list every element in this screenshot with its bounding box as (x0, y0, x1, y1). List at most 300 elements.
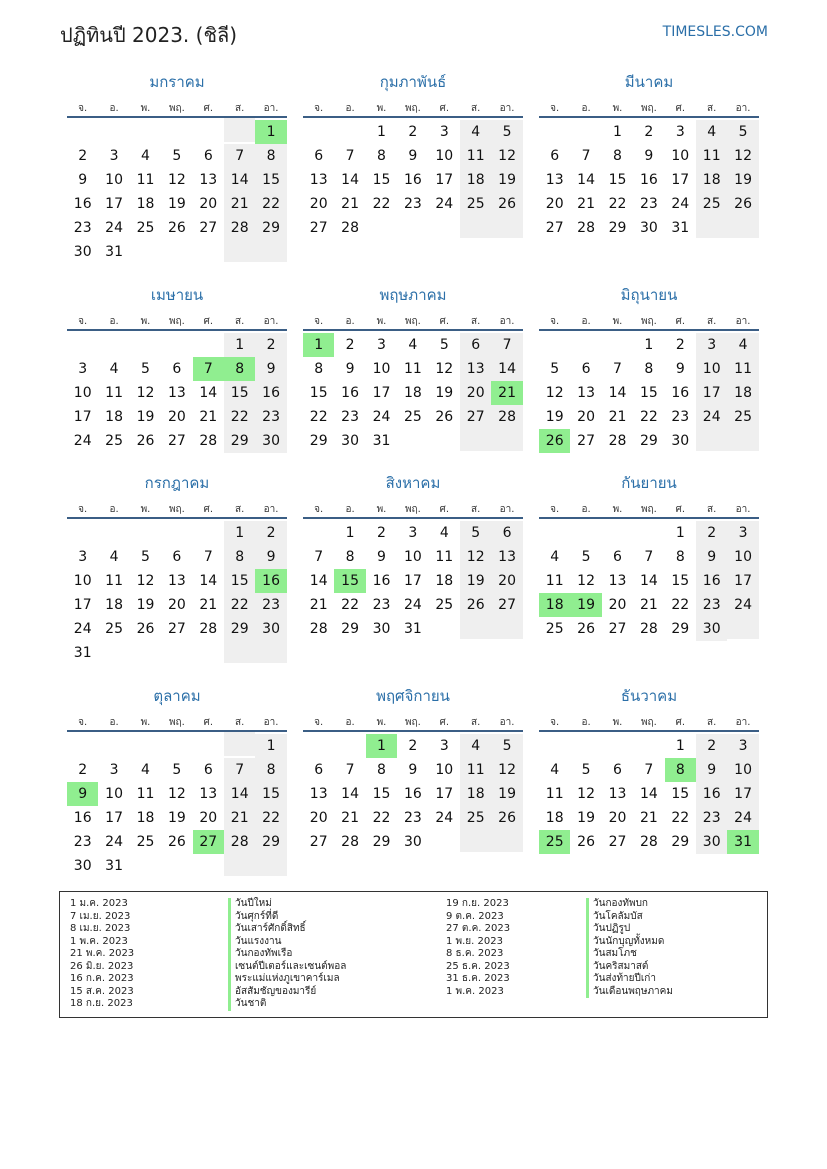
day-cell[interactable]: 1 (644, 337, 654, 353)
day-cell[interactable]: 2 (377, 525, 386, 541)
day-cell[interactable]: 5 (439, 337, 449, 353)
day-cell[interactable]: 30 (696, 617, 727, 641)
day-cell[interactable]: 25 (105, 433, 123, 449)
day-cell[interactable]: 21 (608, 409, 627, 425)
day-cell[interactable]: 20 (577, 409, 595, 425)
day-cell[interactable]: 2 (675, 337, 685, 353)
day-cell[interactable]: 19 (727, 168, 758, 192)
day-cell[interactable]: 7 (644, 549, 654, 565)
day-cell[interactable]: 28 (491, 405, 522, 429)
day-cell[interactable]: 7 (224, 758, 255, 782)
day-cell[interactable]: 7 (345, 148, 355, 164)
day-cell[interactable]: 30 (372, 621, 391, 637)
day-cell[interactable]: 2 (696, 734, 727, 758)
day-cell[interactable]: 9 (377, 549, 386, 565)
day-cell[interactable]: 7 (581, 148, 591, 164)
day-cell[interactable]: 23 (255, 593, 286, 617)
day-cell[interactable]: 3 (408, 525, 418, 541)
holiday-day-cell[interactable]: 25 (539, 830, 570, 854)
day-cell[interactable]: 19 (167, 810, 186, 826)
day-cell[interactable]: 7 (203, 549, 213, 565)
day-cell[interactable]: 1 (613, 124, 622, 140)
day-cell[interactable]: 25 (545, 621, 564, 637)
day-cell[interactable]: 8 (613, 148, 622, 164)
day-cell[interactable]: 7 (644, 762, 654, 778)
day-cell[interactable]: 3 (377, 337, 386, 353)
day-cell[interactable]: 10 (73, 385, 92, 401)
day-cell[interactable]: 10 (727, 545, 758, 569)
day-cell[interactable]: 19 (136, 409, 155, 425)
day-cell[interactable]: 9 (696, 545, 727, 569)
day-cell[interactable]: 27 (167, 621, 186, 637)
day-cell[interactable]: 5 (581, 549, 591, 565)
day-cell[interactable]: 11 (403, 361, 422, 377)
day-cell[interactable]: 24 (372, 409, 391, 425)
day-cell[interactable]: 9 (696, 758, 727, 782)
day-cell[interactable]: 2 (696, 521, 727, 545)
day-cell[interactable]: 13 (309, 786, 328, 802)
day-cell[interactable]: 11 (545, 573, 564, 589)
day-cell[interactable]: 10 (435, 762, 454, 778)
day-cell[interactable]: 21 (639, 810, 658, 826)
day-cell[interactable]: 21 (341, 810, 359, 826)
day-cell[interactable]: 1 (255, 734, 286, 758)
day-cell[interactable]: 14 (639, 786, 658, 802)
day-cell[interactable]: 30 (639, 220, 658, 236)
day-cell[interactable]: 23 (255, 405, 286, 429)
day-cell[interactable]: 14 (491, 357, 522, 381)
day-cell[interactable]: 7 (314, 549, 324, 565)
day-cell[interactable]: 29 (639, 433, 658, 449)
day-cell[interactable]: 3 (675, 124, 685, 140)
day-cell[interactable]: 23 (671, 409, 690, 425)
day-cell[interactable]: 17 (372, 385, 391, 401)
day-cell[interactable]: 21 (309, 597, 328, 613)
day-cell[interactable]: 29 (309, 433, 328, 449)
day-cell[interactable]: 6 (314, 762, 324, 778)
day-cell[interactable]: 12 (167, 172, 186, 188)
holiday-day-cell[interactable]: 15 (334, 569, 365, 593)
day-cell[interactable]: 25 (727, 405, 758, 429)
day-cell[interactable]: 18 (696, 168, 727, 192)
day-cell[interactable]: 14 (577, 172, 595, 188)
day-cell[interactable]: 10 (372, 361, 391, 377)
day-cell[interactable]: 19 (491, 168, 522, 192)
day-cell[interactable]: 3 (727, 734, 758, 758)
day-cell[interactable]: 23 (403, 810, 422, 826)
day-cell[interactable]: 26 (460, 593, 491, 617)
day-cell[interactable]: 6 (460, 333, 491, 357)
day-cell[interactable]: 30 (341, 433, 359, 449)
day-cell[interactable]: 22 (309, 409, 328, 425)
day-cell[interactable]: 15 (671, 573, 690, 589)
day-cell[interactable]: 24 (435, 196, 454, 212)
holiday-day-cell[interactable]: 26 (539, 429, 570, 453)
day-cell[interactable]: 27 (199, 220, 218, 236)
day-cell[interactable]: 28 (639, 621, 658, 637)
day-cell[interactable]: 22 (671, 597, 690, 613)
day-cell[interactable]: 4 (727, 333, 758, 357)
day-cell[interactable]: 18 (105, 409, 123, 425)
day-cell[interactable]: 19 (167, 196, 186, 212)
day-cell[interactable]: 14 (224, 168, 255, 192)
day-cell[interactable]: 8 (377, 762, 386, 778)
day-cell[interactable]: 20 (167, 409, 186, 425)
holiday-day-cell[interactable]: 1 (366, 734, 397, 758)
day-cell[interactable]: 29 (671, 621, 690, 637)
day-cell[interactable]: 26 (491, 192, 522, 216)
day-cell[interactable]: 15 (639, 385, 658, 401)
day-cell[interactable]: 14 (608, 385, 627, 401)
day-cell[interactable]: 15 (372, 786, 391, 802)
day-cell[interactable]: 15 (255, 782, 286, 806)
day-cell[interactable]: 26 (727, 192, 758, 216)
day-cell[interactable]: 7 (345, 762, 355, 778)
day-cell[interactable]: 24 (727, 806, 758, 830)
day-cell[interactable]: 8 (255, 144, 286, 168)
day-cell[interactable]: 27 (545, 220, 564, 236)
day-cell[interactable]: 27 (460, 405, 491, 429)
day-cell[interactable]: 6 (581, 361, 591, 377)
day-cell[interactable]: 27 (309, 834, 328, 850)
day-cell[interactable]: 24 (73, 433, 92, 449)
day-cell[interactable]: 17 (435, 172, 454, 188)
holiday-day-cell[interactable]: 18 (539, 593, 570, 617)
day-cell[interactable]: 17 (727, 569, 758, 593)
day-cell[interactable]: 3 (439, 124, 449, 140)
day-cell[interactable]: 11 (460, 758, 491, 782)
day-cell[interactable]: 16 (403, 172, 422, 188)
holiday-day-cell[interactable]: 8 (665, 758, 696, 782)
day-cell[interactable]: 30 (255, 429, 286, 453)
day-cell[interactable]: 1 (345, 525, 355, 541)
day-cell[interactable]: 2 (408, 738, 418, 754)
holiday-day-cell[interactable]: 8 (224, 357, 255, 381)
day-cell[interactable]: 17 (727, 782, 758, 806)
day-cell[interactable]: 23 (372, 597, 391, 613)
day-cell[interactable]: 5 (491, 734, 522, 758)
day-cell[interactable]: 3 (109, 762, 119, 778)
day-cell[interactable]: 23 (696, 593, 727, 617)
day-cell[interactable]: 28 (639, 834, 658, 850)
day-cell[interactable]: 13 (199, 786, 218, 802)
day-cell[interactable]: 26 (136, 433, 155, 449)
day-cell[interactable]: 11 (696, 144, 727, 168)
day-cell[interactable]: 8 (224, 545, 255, 569)
day-cell[interactable]: 30 (671, 433, 690, 449)
day-cell[interactable]: 14 (224, 782, 255, 806)
day-cell[interactable]: 12 (727, 144, 758, 168)
day-cell[interactable]: 29 (341, 621, 359, 637)
day-cell[interactable]: 21 (341, 196, 359, 212)
day-cell[interactable]: 5 (141, 361, 150, 377)
day-cell[interactable]: 30 (73, 858, 92, 874)
day-cell[interactable]: 24 (727, 593, 758, 617)
day-cell[interactable]: 28 (341, 220, 359, 236)
day-cell[interactable]: 16 (372, 573, 391, 589)
day-cell[interactable]: 25 (105, 621, 123, 637)
day-cell[interactable]: 28 (199, 433, 218, 449)
day-cell[interactable]: 23 (341, 409, 359, 425)
day-cell[interactable]: 18 (460, 782, 491, 806)
day-cell[interactable]: 16 (255, 381, 286, 405)
day-cell[interactable]: 26 (577, 621, 595, 637)
day-cell[interactable]: 14 (341, 786, 359, 802)
day-cell[interactable]: 5 (550, 361, 560, 377)
day-cell[interactable]: 11 (727, 357, 758, 381)
day-cell[interactable]: 17 (671, 172, 690, 188)
day-cell[interactable]: 26 (167, 220, 186, 236)
day-cell[interactable]: 23 (696, 806, 727, 830)
day-cell[interactable]: 10 (403, 549, 422, 565)
day-cell[interactable]: 12 (435, 361, 454, 377)
day-cell[interactable]: 24 (671, 196, 690, 212)
day-cell[interactable]: 9 (345, 361, 355, 377)
day-cell[interactable]: 6 (172, 361, 182, 377)
day-cell[interactable]: 6 (550, 148, 560, 164)
day-cell[interactable]: 15 (224, 569, 255, 593)
day-cell[interactable]: 1 (675, 738, 685, 754)
day-cell[interactable]: 25 (435, 597, 454, 613)
day-cell[interactable]: 9 (408, 762, 418, 778)
day-cell[interactable]: 21 (577, 196, 595, 212)
day-cell[interactable]: 18 (435, 573, 454, 589)
holiday-day-cell[interactable]: 19 (570, 593, 601, 617)
day-cell[interactable]: 2 (644, 124, 654, 140)
day-cell[interactable]: 29 (608, 220, 627, 236)
day-cell[interactable]: 22 (372, 810, 391, 826)
day-cell[interactable]: 12 (491, 144, 522, 168)
day-cell[interactable]: 7 (224, 144, 255, 168)
holiday-day-cell[interactable]: 1 (255, 120, 286, 144)
day-cell[interactable]: 17 (403, 573, 422, 589)
day-cell[interactable]: 12 (577, 786, 595, 802)
day-cell[interactable]: 24 (73, 621, 92, 637)
day-cell[interactable]: 17 (73, 409, 92, 425)
day-cell[interactable]: 8 (345, 549, 355, 565)
day-cell[interactable]: 10 (696, 357, 727, 381)
day-cell[interactable]: 3 (78, 549, 88, 565)
day-cell[interactable]: 27 (577, 433, 595, 449)
day-cell[interactable]: 29 (255, 216, 286, 240)
day-cell[interactable]: 12 (491, 758, 522, 782)
day-cell[interactable]: 13 (309, 172, 328, 188)
day-cell[interactable]: 28 (224, 830, 255, 854)
day-cell[interactable]: 6 (491, 521, 522, 545)
day-cell[interactable]: 12 (577, 573, 595, 589)
day-cell[interactable]: 15 (309, 385, 328, 401)
day-cell[interactable]: 5 (172, 148, 182, 164)
day-cell[interactable]: 16 (671, 385, 690, 401)
day-cell[interactable]: 18 (727, 381, 758, 405)
day-cell[interactable]: 11 (105, 385, 123, 401)
day-cell[interactable]: 13 (545, 172, 564, 188)
day-cell[interactable]: 6 (613, 762, 622, 778)
day-cell[interactable]: 1 (377, 124, 386, 140)
day-cell[interactable]: 20 (460, 381, 491, 405)
day-cell[interactable]: 18 (545, 810, 564, 826)
day-cell[interactable]: 10 (73, 573, 92, 589)
day-cell[interactable]: 3 (696, 333, 727, 357)
day-cell[interactable]: 6 (203, 148, 213, 164)
day-cell[interactable]: 22 (639, 409, 658, 425)
day-cell[interactable]: 4 (141, 148, 150, 164)
day-cell[interactable]: 5 (172, 762, 182, 778)
day-cell[interactable]: 23 (639, 196, 658, 212)
day-cell[interactable]: 13 (199, 172, 218, 188)
day-cell[interactable]: 28 (199, 621, 218, 637)
day-cell[interactable]: 20 (167, 597, 186, 613)
day-cell[interactable]: 20 (199, 810, 218, 826)
day-cell[interactable]: 4 (109, 361, 119, 377)
day-cell[interactable]: 15 (372, 172, 391, 188)
holiday-day-cell[interactable]: 27 (193, 830, 224, 854)
day-cell[interactable]: 22 (255, 192, 286, 216)
day-cell[interactable]: 28 (577, 220, 595, 236)
day-cell[interactable]: 3 (727, 521, 758, 545)
day-cell[interactable]: 25 (460, 806, 491, 830)
day-cell[interactable]: 31 (403, 621, 422, 637)
day-cell[interactable]: 11 (136, 786, 155, 802)
day-cell[interactable]: 14 (341, 172, 359, 188)
day-cell[interactable]: 10 (435, 148, 454, 164)
day-cell[interactable]: 18 (136, 196, 155, 212)
day-cell[interactable]: 5 (727, 120, 758, 144)
day-cell[interactable]: 19 (136, 597, 155, 613)
day-cell[interactable]: 25 (696, 192, 727, 216)
day-cell[interactable]: 13 (167, 573, 186, 589)
day-cell[interactable]: 13 (608, 573, 627, 589)
day-cell[interactable]: 31 (73, 645, 92, 661)
day-cell[interactable]: 2 (255, 521, 286, 545)
day-cell[interactable]: 18 (460, 168, 491, 192)
day-cell[interactable]: 21 (224, 806, 255, 830)
day-cell[interactable]: 8 (675, 549, 685, 565)
day-cell[interactable]: 23 (403, 196, 422, 212)
day-cell[interactable]: 9 (644, 148, 654, 164)
day-cell[interactable]: 22 (224, 593, 255, 617)
holiday-day-cell[interactable]: 7 (193, 357, 224, 381)
day-cell[interactable]: 21 (199, 597, 218, 613)
day-cell[interactable]: 28 (224, 216, 255, 240)
day-cell[interactable]: 31 (105, 244, 123, 260)
day-cell[interactable]: 5 (141, 549, 150, 565)
day-cell[interactable]: 10 (727, 758, 758, 782)
day-cell[interactable]: 15 (224, 381, 255, 405)
day-cell[interactable]: 16 (341, 385, 359, 401)
day-cell[interactable]: 29 (224, 429, 255, 453)
day-cell[interactable]: 29 (255, 830, 286, 854)
day-cell[interactable]: 8 (255, 758, 286, 782)
day-cell[interactable]: 9 (408, 148, 418, 164)
day-cell[interactable]: 25 (136, 834, 155, 850)
day-cell[interactable]: 31 (372, 433, 391, 449)
day-cell[interactable]: 28 (309, 621, 328, 637)
day-cell[interactable]: 8 (314, 361, 324, 377)
holiday-day-cell[interactable]: 21 (491, 381, 522, 405)
day-cell[interactable]: 4 (550, 549, 560, 565)
day-cell[interactable]: 4 (141, 762, 150, 778)
day-cell[interactable]: 8 (377, 148, 386, 164)
day-cell[interactable]: 10 (105, 786, 123, 802)
day-cell[interactable]: 19 (545, 409, 564, 425)
day-cell[interactable]: 27 (309, 220, 328, 236)
day-cell[interactable]: 30 (73, 244, 92, 260)
day-cell[interactable]: 27 (491, 593, 522, 617)
day-cell[interactable]: 22 (255, 806, 286, 830)
day-cell[interactable]: 31 (671, 220, 690, 236)
day-cell[interactable]: 2 (345, 337, 355, 353)
day-cell[interactable]: 2 (78, 148, 88, 164)
day-cell[interactable]: 19 (435, 385, 454, 401)
day-cell[interactable]: 11 (545, 786, 564, 802)
day-cell[interactable]: 10 (105, 172, 123, 188)
day-cell[interactable]: 4 (439, 525, 449, 541)
day-cell[interactable]: 27 (167, 433, 186, 449)
day-cell[interactable]: 12 (136, 573, 155, 589)
day-cell[interactable]: 19 (491, 782, 522, 806)
day-cell[interactable]: 26 (491, 806, 522, 830)
day-cell[interactable]: 22 (671, 810, 690, 826)
day-cell[interactable]: 30 (403, 834, 422, 850)
day-cell[interactable]: 11 (460, 144, 491, 168)
day-cell[interactable]: 14 (199, 385, 218, 401)
day-cell[interactable]: 15 (671, 786, 690, 802)
day-cell[interactable]: 14 (199, 573, 218, 589)
day-cell[interactable]: 15 (608, 172, 627, 188)
day-cell[interactable]: 17 (105, 810, 123, 826)
day-cell[interactable]: 24 (435, 810, 454, 826)
day-cell[interactable]: 20 (309, 810, 328, 826)
day-cell[interactable]: 3 (439, 738, 449, 754)
day-cell[interactable]: 30 (696, 830, 727, 854)
day-cell[interactable]: 29 (224, 617, 255, 641)
day-cell[interactable]: 13 (460, 357, 491, 381)
day-cell[interactable]: 17 (696, 381, 727, 405)
day-cell[interactable]: 4 (696, 120, 727, 144)
day-cell[interactable]: 20 (545, 196, 564, 212)
day-cell[interactable]: 28 (608, 433, 627, 449)
day-cell[interactable]: 21 (639, 597, 658, 613)
day-cell[interactable]: 18 (105, 597, 123, 613)
day-cell[interactable]: 7 (613, 361, 622, 377)
day-cell[interactable]: 25 (403, 409, 422, 425)
day-cell[interactable]: 30 (255, 617, 286, 641)
day-cell[interactable]: 19 (577, 810, 595, 826)
day-cell[interactable]: 22 (341, 597, 359, 613)
day-cell[interactable]: 17 (435, 786, 454, 802)
day-cell[interactable]: 12 (167, 786, 186, 802)
day-cell[interactable]: 22 (372, 196, 391, 212)
day-cell[interactable]: 24 (696, 405, 727, 429)
day-cell[interactable]: 15 (255, 168, 286, 192)
day-cell[interactable]: 22 (608, 196, 627, 212)
day-cell[interactable]: 13 (491, 545, 522, 569)
day-cell[interactable]: 4 (109, 549, 119, 565)
day-cell[interactable]: 28 (341, 834, 359, 850)
day-cell[interactable]: 29 (372, 834, 391, 850)
day-cell[interactable]: 20 (491, 569, 522, 593)
day-cell[interactable]: 6 (172, 549, 182, 565)
day-cell[interactable]: 26 (435, 409, 454, 425)
day-cell[interactable]: 19 (460, 569, 491, 593)
day-cell[interactable]: 7 (491, 333, 522, 357)
day-cell[interactable]: 13 (167, 385, 186, 401)
site-link[interactable]: TIMESLES.COM (662, 24, 768, 40)
day-cell[interactable]: 20 (608, 597, 627, 613)
day-cell[interactable]: 5 (581, 762, 591, 778)
day-cell[interactable]: 17 (105, 196, 123, 212)
